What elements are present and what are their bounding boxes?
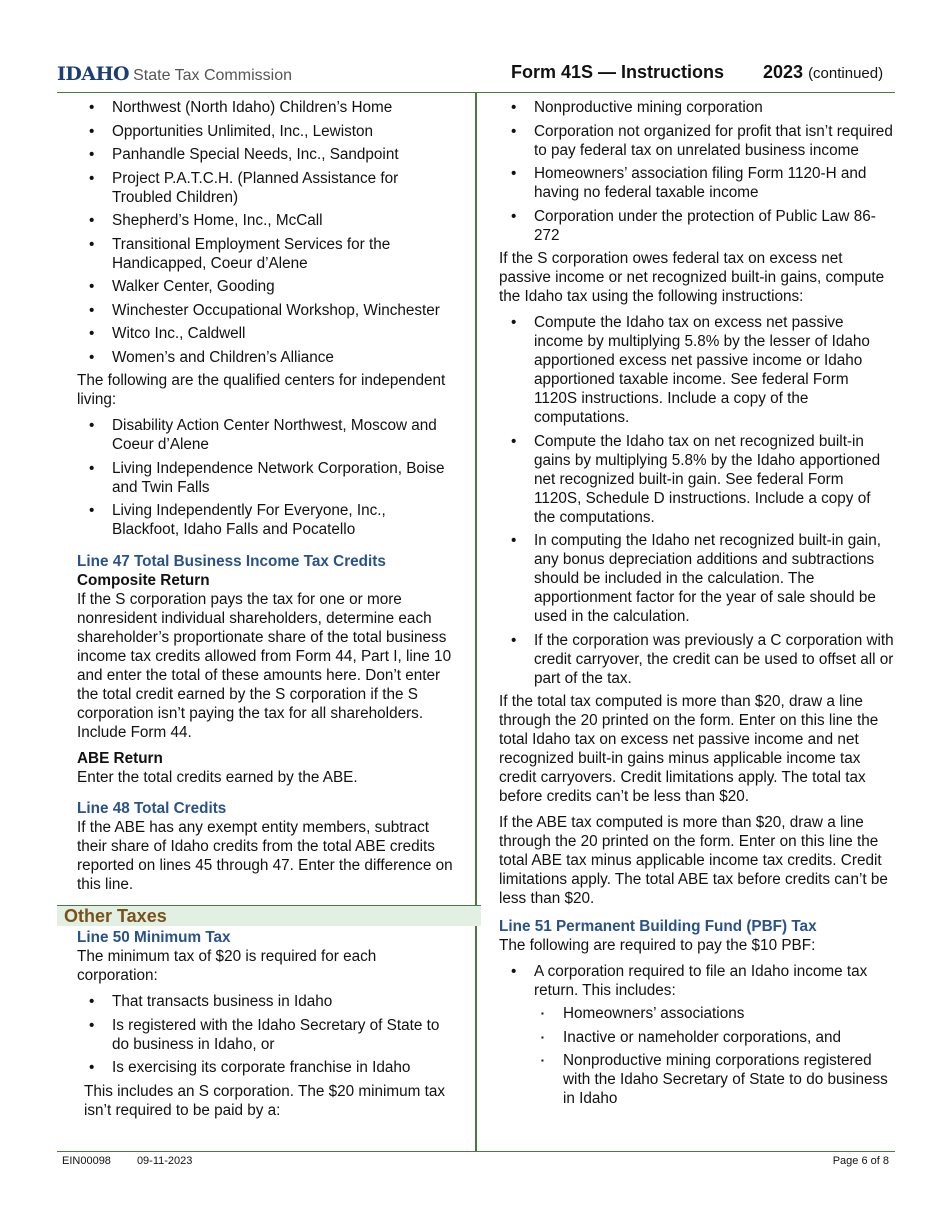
list-item: • Witco Inc., Caldwell bbox=[77, 324, 457, 343]
footer-left bbox=[62, 1155, 192, 1167]
revision-date: 09-11-2023 bbox=[136, 1155, 193, 1167]
left-column bbox=[64, 98, 457, 1127]
list-item: • Panhandle Special Needs, Inc., Sandpoint bbox=[77, 145, 457, 164]
section-heading-other-taxes: Other Taxes bbox=[57, 905, 481, 926]
form-year bbox=[763, 62, 883, 83]
form-title: Form 41S — Instructions bbox=[511, 62, 725, 82]
list-item: • Is registered with the Idaho Secretary of State to do business in Idaho, or bbox=[77, 1016, 457, 1054]
list-item: • Disability Action Center Northwest, Moscow and Coeur d’Alene bbox=[77, 416, 457, 454]
page-number: Page 6 of 8 bbox=[832, 1155, 889, 1167]
form-code: EIN00098 bbox=[62, 1155, 111, 1167]
logo-wordmark: IDAHO bbox=[57, 63, 130, 85]
line50-after-text: This includes an S corporation. The $20 minimum tax isn’t required to be paid by a: bbox=[84, 1082, 446, 1119]
sub-list-item: ▪ Homeowners’ associations bbox=[534, 1004, 894, 1023]
line47-heading: Line 47 Total Business Income Tax Credits bbox=[77, 553, 386, 570]
list-item: • If the corporation was previously a C corporation with credit carryover, the credit can be used to offset all or part of the tax. bbox=[499, 631, 894, 688]
line51-item-text: A corporation required to file an Idaho income tax return. This includes: bbox=[534, 963, 868, 999]
list-item: • Living Independently For Everyone, Inc., Blackfoot, Idaho Falls and Pocatello bbox=[77, 501, 457, 539]
list-item: • Living Independence Network Corporation, Boise and Twin Falls bbox=[77, 459, 457, 497]
abe-heading: ABE Return bbox=[77, 750, 163, 767]
line48-heading: Line 48 Total Credits bbox=[77, 800, 227, 817]
line51-sublist bbox=[534, 1004, 894, 1108]
page-footer bbox=[57, 1151, 895, 1167]
list-item: • That transacts business in Idaho bbox=[77, 992, 457, 1011]
idaho-logo bbox=[57, 63, 292, 85]
line50-text: The minimum tax of $20 is required for each corporation: bbox=[77, 948, 377, 984]
year-value: 2023 bbox=[763, 62, 804, 82]
independent-intro: The following are the qualified centers for independent living: bbox=[77, 372, 446, 408]
sub-list-item: ▪ Nonproductive mining corporations registered with the Idaho Secretary of State to do business in Idaho bbox=[534, 1051, 894, 1108]
line50-list bbox=[77, 992, 457, 1077]
logo-agency: State Tax Commission bbox=[133, 67, 292, 84]
list-item bbox=[499, 962, 894, 1108]
line48-text: If the ABE has any exempt entity members, subtract their share of Idaho credits from the total ABE credits reported on lines 45 through 47. Enter the difference on this line. bbox=[77, 819, 453, 893]
excess-intro: If the S corporation owes federal tax on excess net passive income or net recognized built-in gains, compute the Idaho tax using the following instructions: bbox=[499, 250, 885, 305]
sub-list-item: ▪ Inactive or nameholder corporations, and bbox=[534, 1028, 894, 1047]
list-item: • Women’s and Children’s Alliance bbox=[77, 348, 457, 367]
list-item: • Corporation not organized for profit that isn’t required to pay federal tax on unrelated business income bbox=[499, 122, 894, 160]
total-tax-text: If the total tax computed is more than $20, draw a line through the 20 printed on the form. Enter on this line the total Idaho tax on excess net passive income and net recognized built-in gains minus applicable income tax credit carryovers. Credit limitations apply. The total tax before credits can’t be less than $20. bbox=[499, 693, 879, 805]
list-item: • Shepherd’s Home, Inc., McCall bbox=[77, 211, 457, 230]
line51-heading: Line 51 Permanent Building Fund (PBF) Tax bbox=[499, 918, 817, 935]
list-item: • Walker Center, Gooding bbox=[77, 277, 457, 296]
exempt-list bbox=[499, 98, 894, 245]
independent-centers-list bbox=[77, 416, 457, 539]
centers-list bbox=[77, 98, 457, 367]
line51-text: The following are required to pay the $10 PBF: bbox=[499, 937, 816, 954]
list-item: • Project P.A.T.C.H. (Planned Assistance for Troubled Children) bbox=[77, 169, 457, 207]
list-item: • Opportunities Unlimited, Inc., Lewiston bbox=[77, 122, 457, 141]
list-item: • In computing the Idaho net recognized built-in gain, any bonus depreciation additions and subtractions should be included in the calculation. The apportionment factor for the year of sale should be used in the calculation. bbox=[499, 531, 894, 626]
list-item: • Corporation under the protection of Public Law 86-272 bbox=[499, 207, 894, 245]
excess-list bbox=[499, 313, 894, 688]
composite-heading: Composite Return bbox=[77, 572, 210, 589]
list-item: • Compute the Idaho tax on excess net passive income by multiplying 5.8% by the lesser of Idaho apportioned excess net passive income or Idaho apportioned taxable income. See federal Form 1120S instructions. Include a copy of the computations. bbox=[499, 313, 894, 427]
line50-heading: Line 50 Minimum Tax bbox=[77, 929, 231, 946]
list-item: • Transitional Employment Services for the Handicapped, Coeur d’Alene bbox=[77, 235, 457, 273]
continued-label: (continued) bbox=[808, 65, 884, 82]
column-divider bbox=[475, 92, 477, 1152]
abe-tax-text: If the ABE tax computed is more than $20, draw a line through the 20 printed on the form. Enter on this line the total ABE tax minus applicable income tax credits. Credit limitations apply. The total ABE tax before credits can’t be less than $20. bbox=[499, 814, 888, 907]
list-item: • Homeowners’ association filing Form 1120-H and having no federal taxable income bbox=[499, 164, 894, 202]
list-item: • Nonproductive mining corporation bbox=[499, 98, 894, 117]
composite-text: If the S corporation pays the tax for one or more nonresident individual shareholders, determine each shareholder’s proportionate share of the total business income tax credits allowed from Form 44, Part I, line 10 and enter the total of these amounts here. Don’t enter the total credit earned by the S corporation if the S corporation isn’t paying the tax for all shareholders. Include Form 44. bbox=[77, 591, 452, 741]
list-item: • Is exercising its corporate franchise in Idaho bbox=[77, 1058, 457, 1077]
page-header bbox=[57, 58, 895, 93]
list-item: • Northwest (North Idaho) Children’s Home bbox=[77, 98, 457, 117]
list-item: • Winchester Occupational Workshop, Winchester bbox=[77, 301, 457, 320]
list-item: • Compute the Idaho tax on net recognized built-in gains by multiplying 5.8% by the Idaho apportioned net recognized built-in gain. See federal Form 1120S, Schedule D instructions. Include a copy of the computations. bbox=[499, 432, 894, 527]
right-column bbox=[499, 98, 894, 1113]
line51-list bbox=[499, 962, 894, 1108]
abe-text: Enter the total credits earned by the ABE. bbox=[77, 769, 358, 786]
